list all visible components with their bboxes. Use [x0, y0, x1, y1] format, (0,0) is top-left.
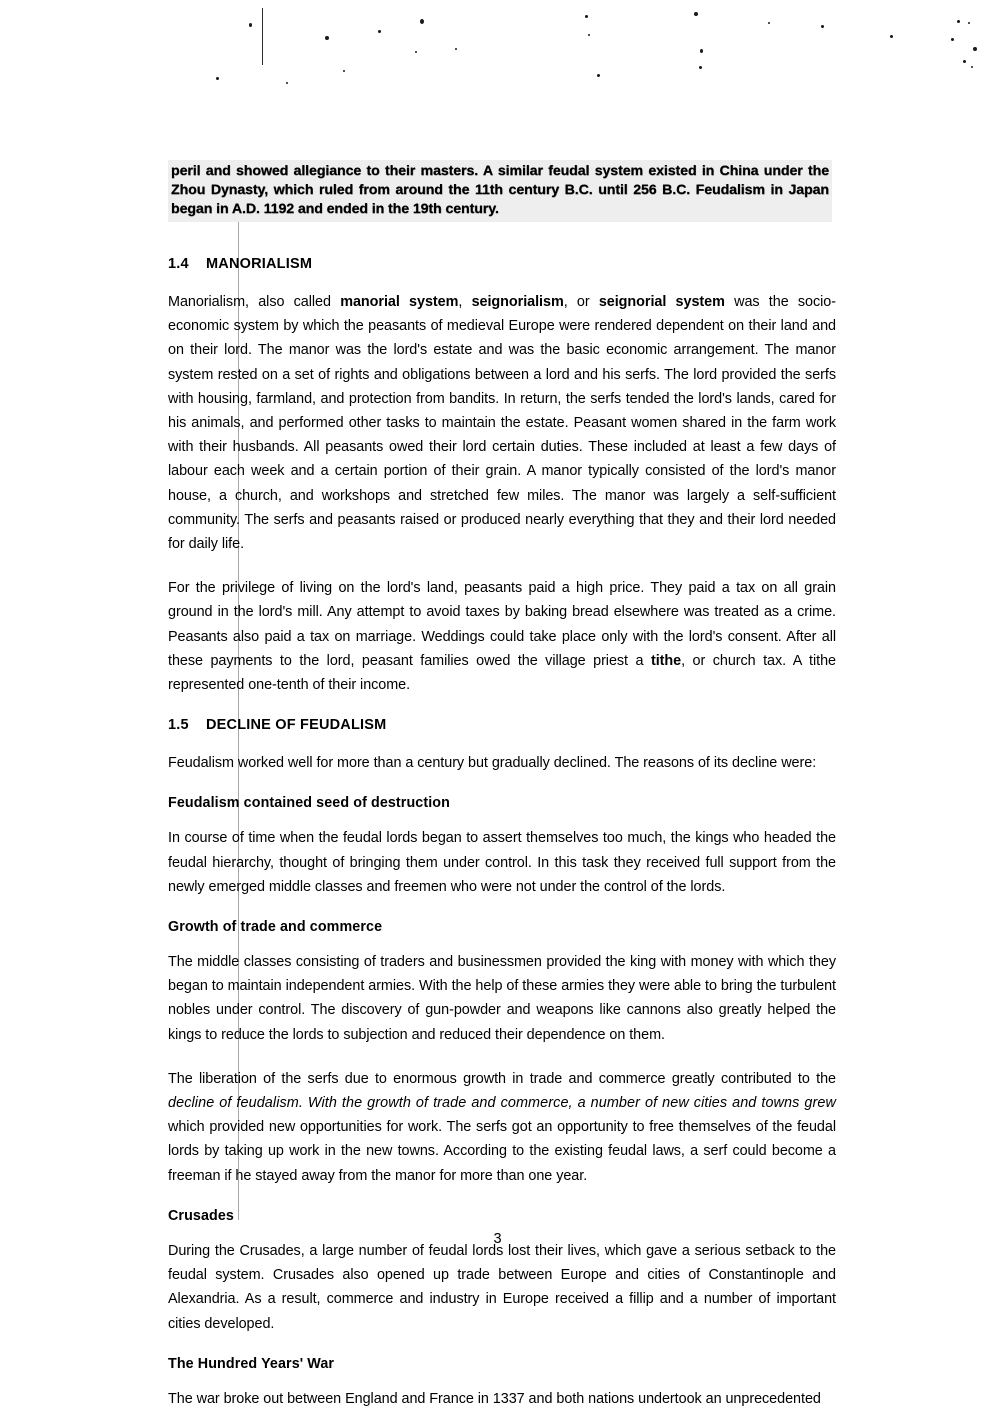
subheading-seed-of-destruction: Feudalism contained seed of destruction: [168, 795, 450, 812]
document-body: [168, 160, 836, 1411]
section-heading-1-5: [168, 717, 836, 733]
section-number: 1.5: [168, 717, 189, 734]
scan-streak-line: [262, 8, 263, 65]
highlighted-paragraph: peril and showed allegiance to their masters. A similar feudal system existed in China under the Zhou Dynasty, which ruled from around the 11th century B.C. until 256 B.C. Feudalism in Japan began in A.D. 1192 and ended in the 19th century.: [168, 160, 832, 222]
text-run: For the privilege of living on the lord's land, peasants paid a high price. They paid a tax on all grain ground in the lord's mill. Any attempt to avoid taxes by baking bread elsewhere was treated as a crime. Peasants also paid a tax on marriage. Weddings could take place only with the lord's consent. After all these payments to the lord, peasant families owed the village priest a: [168, 580, 836, 669]
scan-noise-artifacts: [0, 0, 995, 130]
paragraph-seed-of-destruction: In course of time when the feudal lords began to assert themselves too much, the kings who headed the feudal hierarchy, thought of bringing them under control. In this task they received full support from the newly emerged middle classes and freemen who were not under the control of the lords.: [168, 830, 836, 895]
term-seignorialism: seignorialism: [471, 294, 564, 310]
paragraph-hundred-years-war: The war broke out between England and France in 1337 and both nations undertook an unprecedented: [168, 1390, 821, 1407]
section-title: DECLINE OF FEUDALISM: [206, 717, 387, 734]
text-run: ,: [458, 294, 472, 310]
text-run: Manorialism, also called: [168, 294, 341, 310]
section-heading-1-4: [168, 256, 836, 272]
subheading-hundred-years-war: The Hundred Years' War: [168, 1355, 335, 1372]
paragraph-growth-of-trade: The middle classes consisting of traders and businessmen provided the king with money with which they began to maintain independent armies. With the help of these armies they were able to bring the turbulent nobles under control. The discovery of gun-powder and weapons like cannons also greatly helped the kings to reduce the lords to subjection and reduced their dependence on them.: [168, 954, 836, 1043]
text-run: was the socio-economic system by which the peasants of medieval Europe were rendered dependent on their land and on their lord. The manor was the lord's estate and was the basic economic arrangement. The manor system rested on a set of rights and obligations between a lord and his serfs. The lord provided the serfs with housing, farmland, and protection from bandits. In return, the serfs tended the lord's lands, cared for his animals, and performed other tasks to maintain the estate. Peasant women shared in the farm work with their husbands. All peasants owed their lord certain duties. These included at least a few days of labour each week and a certain portion of their grain. A manor typically consisted of the lord's manor house, a church, and workshops and stretched few miles. The manor was largely a self-sufficient community. The serfs and peasants raised or produced nearly everything that they and their lord needed for daily life.: [168, 294, 836, 553]
subheading-growth-of-trade: Growth of trade and commerce: [168, 919, 383, 936]
text-run: , or: [563, 294, 599, 310]
text-run: , or church tax. A tithe represented one-tenth of their income.: [168, 652, 836, 694]
text-run: The liberation of the serfs due to enormous growth in trade and commerce greatly contributed to the: [168, 1070, 836, 1087]
term-tithe: tithe: [650, 652, 682, 669]
paragraph-manorialism-definition: [168, 290, 836, 556]
paragraph-decline-intro: Feudalism worked well for more than a century but gradually declined. The reasons of its decline were:: [168, 755, 817, 772]
emphasized-run-decline-of-feudalism: decline of feudalism. With the growth of trade and commerce, a number of new cities and towns grew: [168, 1095, 836, 1112]
paragraph-manorial-taxes: [168, 576, 836, 697]
page-number: 3: [493, 1231, 502, 1247]
term-seignorial-system: seignorial system: [598, 294, 725, 310]
section-number: 1.4: [168, 256, 189, 272]
paragraph-liberation-of-serfs: [168, 1067, 836, 1188]
subheading-crusades: Crusades: [168, 1207, 234, 1224]
section-title: MANORIALISM: [206, 256, 313, 272]
paragraph-crusades: During the Crusades, a large number of feudal lords lost their lives, which gave a serious setback to the feudal system. Crusades also opened up trade between Europe and cities of Constantinople and Alexandria. As a result, commerce and industry in Europe received a fillip and a number of important cities developed.: [168, 1242, 836, 1332]
text-run: which provided new opportunities for work. The serfs got an opportunity to free themselves of the feudal lords by taking up work in the new towns. According to the existing feudal laws, a serf could become a freeman if he stayed away from the manor for more than one year.: [168, 1119, 836, 1184]
term-manorial-system: manorial system: [340, 294, 459, 310]
